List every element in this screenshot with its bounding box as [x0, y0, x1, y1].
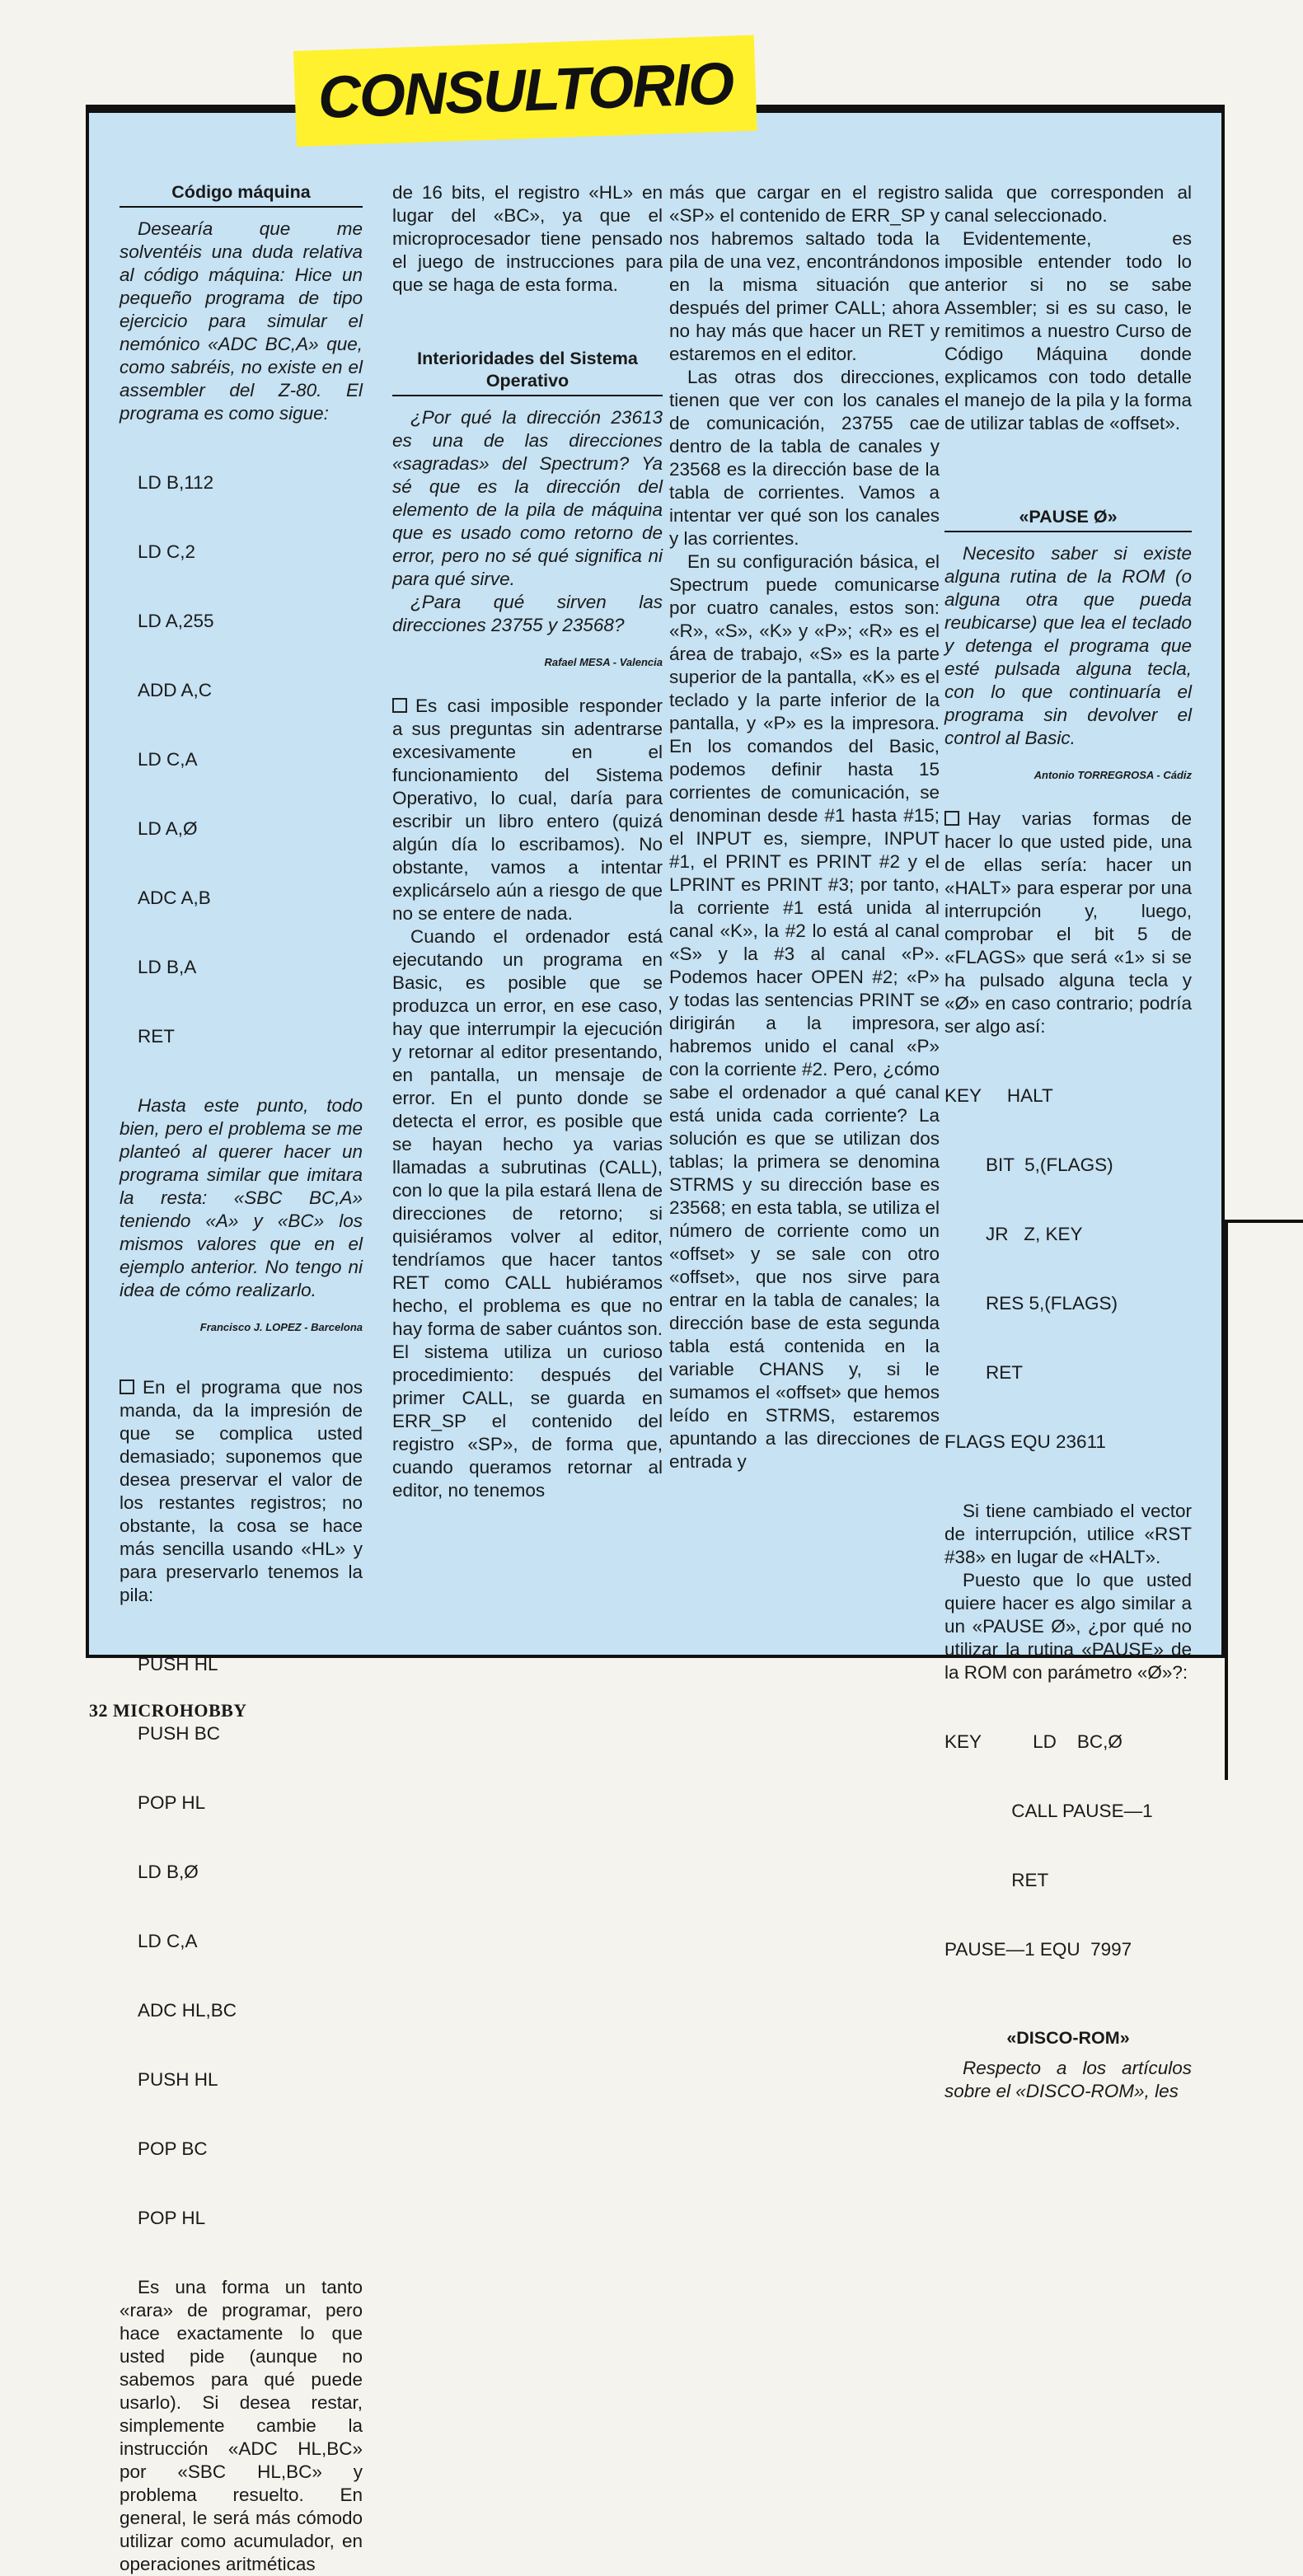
code-line: ADC A,B — [138, 888, 211, 908]
page-footer: 32 MICROHOBBY — [89, 1700, 247, 1721]
code-line: RET — [138, 1026, 175, 1047]
letter-question: Necesito saber si existe alguna rutina de la ROM (o alguna otra que pueda reubicarse) que lea el teclado y detenga el programa que esté pulsada alguna tecla, con lo que continuaría el programa sin devolver el control al Basic. — [944, 543, 1192, 748]
heading-pause: «PAUSE Ø» — [944, 506, 1192, 532]
letter-question-2: ¿Para qué sirven las direcciones 23755 y 23568? — [392, 592, 663, 635]
answer-paragraph: Hay varias formas de hacer lo que usted pide, una de ellas sería: hacer un «HALT» para esperar por una interrupción y, luego, comprobar el bit 5 de «FLAGS» que será «1» si se ha pulsado alguna tecla y «Ø» en caso contrario; podría ser algo así: — [944, 808, 1192, 1037]
code-line: LD C,2 — [138, 541, 196, 562]
code-line: LD C,A — [138, 749, 198, 770]
letter-question-cont: Hasta este punto, todo bien, pero el problema se me planteó al querer hacer un programa similar que imitara la resta: «SBC BC,A» teniendo «A» y «BC» los mismos valores que en el ejemplo anterior. No tengo ni idea de cómo realizarlo. — [120, 1095, 363, 1300]
answer-paragraph-5: Puesto que lo que usted quiere hacer es algo similar a un «PAUSE Ø», ¿por qué no utilizar la rutina «PAUSE» de la ROM con parámetro «Ø»?: — [944, 1570, 1192, 1683]
code-line: PUSH BC — [138, 1723, 221, 1744]
code-line: PUSH HL — [138, 1654, 218, 1674]
code-line: LD B,A — [138, 957, 197, 977]
code-line: PUSH HL — [138, 2069, 218, 2090]
code-line: LD C,A — [138, 1931, 198, 1951]
answer-continuation: salida que corresponden al canal seleccionado. — [944, 182, 1192, 226]
code-line: LD B,112 — [138, 472, 214, 493]
column-3 — [669, 181, 940, 1473]
code-line: KEY LD BC,Ø — [944, 1731, 1123, 1752]
section-title: CONSULTORIO — [293, 35, 757, 147]
answer-paragraph-2: Las otras dos direcciones, tienen que ver con los canales de comunicación, 23755 cae dentro de la tabla de canales y 23568 es la dirección base de la tabla de corrientes. Vamos a intentar ver qué son los canales y las corrientes. — [669, 367, 940, 549]
code-line: KEY HALT — [944, 1085, 1053, 1106]
answer-paragraph: En el programa que nos manda, da la impresión de que se complica usted demasiado; suponemos que desea preservar el valor de los restantes registros; no obstante, la cosa se hace más sencilla usando «HL» y para preservarlo tenemos la pila: — [120, 1377, 363, 1605]
code-listing-1 — [120, 425, 363, 1094]
code-line: CALL PAUSE—1 — [944, 1801, 1153, 1821]
answer-paragraph-4: Si tiene cambiado el vector de interrupción, utilice «RST #38» en lugar de «HALT». — [944, 1501, 1192, 1567]
letter-question: Desearía que me solventéis una duda relativa al código máquina: Hice un pequeño programa de tipo ejercicio para simular el nemónico «ADC BC,A» que, como sabréis, no existe en el assembler del Z-80. El programa es como sigue: — [120, 218, 363, 424]
answer-paragraph-cont: Es una forma un tanto «rara» de programar, pero hace exactamente lo que usted pide (aunque no sabemos para qué puede usarlo). Si desea restar, simplemente cambie la instrucción «ADC HL,BC» por «SBC HL,BC» y problema resuelto. En general, le será más cómodo utilizar como acumulador, en operaciones aritméticas — [120, 2277, 363, 2574]
heading-codigo-maquina: Código máquina — [120, 181, 363, 208]
code-line: ADD A,C — [138, 680, 213, 700]
answer-paragraph-2: Evidentemente, es imposible entender todo lo anterior si no se sabe Assembler; si es su caso, le remitimos a nuestro Curso de Código Máquina donde explicamos con todo detalle el manejo de la pila y la forma de utilizar tablas de «offset». — [944, 228, 1192, 433]
side-bracket-rule — [1225, 1220, 1303, 1223]
answer-paragraph-2: Cuando el ordenador está ejecutando un programa en Basic, es posible que se produzca un error, en ese caso, hay que interrumpir la ejecución y retornar al editor presentando, en pantalla, un mensaje de error. En el punto donde se detecta el error, es posible que se hayan hecho ya varias llamadas a subrutinas (CALL), con lo que la pila estará llena de direcciones de retorno; si quisiéramos volver al editor, tendríamos que hacer tantos RET como CALL hubiéramos hecho, el problema es que no hay forma de saber cuántos son. El sistema utiliza un curioso procedimiento: después del primer CALL, se guarda en ERR_SP el contenido del registro «SP», de forma que, cuando queramos retornar al editor, no tenemos — [392, 926, 663, 1501]
answer-box-icon — [392, 698, 407, 713]
column-2 — [392, 181, 663, 1502]
code-line: ADC HL,BC — [138, 2000, 237, 2021]
column-1 — [120, 181, 363, 2576]
code-line: LD A,Ø — [138, 818, 198, 839]
answer-continuation: más que cargar en el registro «SP» el contenido de ERR_SP y nos habremos saltado toda la pila de una vez, encontrándonos en la misma situación que después del primer CALL; ahora no hay más que hacer un RET y estaremos en el editor. — [669, 182, 940, 364]
code-listing-4 — [944, 1684, 1192, 2007]
answer-box-icon — [120, 1379, 134, 1394]
code-line: PAUSE—1 EQU 7997 — [944, 1939, 1132, 1960]
code-line: POP HL — [138, 2208, 206, 2228]
side-bracket-rule-vertical — [1225, 1220, 1228, 1780]
code-line: RET — [944, 1870, 1049, 1890]
code-line: POP HL — [138, 1792, 206, 1813]
letter-question: ¿Por qué la dirección 23613 es una de las direcciones «sagradas» del Spectrum? Ya sé que es la dirección del elemento de la pila de máquina que es usado como retorno de error, pero no sé qué significa ni para qué sirve. — [392, 407, 663, 589]
column-4 — [944, 181, 1192, 2103]
letter-signature: Rafael MESA - Valencia — [544, 656, 663, 668]
answer-continuation: de 16 bits, el registro «HL» en lugar del «BC», ya que el microprocesador tiene pensado el juego de instrucciones para que se haga de esta forma. — [392, 182, 663, 295]
code-line: LD B,Ø — [138, 1862, 199, 1882]
code-listing-3 — [944, 1038, 1192, 1500]
code-line: LD A,255 — [138, 611, 214, 631]
answer-paragraph-3: En su configuración básica, el Spectrum puede comunicarse por cuatro canales, estos son: «R», «S», «K» y «P»; «R» es el área de trabajo, «S» es la parte superior de la pantalla, «K» es el teclado y la parte inferior de la pantalla, y «P» es la impresora. En los comandos del Basic, podemos definir hasta 15 corrientes de comunicación, se denominan desde #1 hasta #15; el INPUT es, siempre, INPUT #1, el PRINT es PRINT #2 y el LPRINT es PRINT #3; por tanto, la corriente #1 está unida al canal «K», la #2 lo está al canal «S» y la #3 al canal «P». Podemos hacer OPEN #2; «P» y todas las sentencias PRINT se dirigirán a la impresora, habremos unido el canal «P» con la corriente #2. Pero, ¿cómo sabe el ordenador a qué canal está unida cada corriente? La solución es que se utilizan dos tablas; la primera se denomina STRMS y su dirección base es 23568; en esta tabla, se utiliza el número de corriente como un «offset» y se sale con otro «offset», que nos sirve para entrar en la tabla de canales; la dirección base de esta segunda tabla está contenida en la variable CHANS y, si le sumamos el «offset» que hemos leído en STRMS, estaremos apuntando a las direcciones de entrada y — [669, 551, 940, 1472]
answer-paragraph: Es casi imposible responder a sus preguntas sin adentrarse excesivamente en el funcionamiento del Sistema Operativo, lo cual, daría para escribir un libro entero (quizá algún día lo escribamos). No obstante, vamos a intentar explicárselo aún a riesgo de que no se entere de nada. — [392, 696, 663, 924]
code-line: FLAGS EQU 23611 — [944, 1431, 1106, 1452]
heading-disco-rom: «DISCO-ROM» — [1006, 2028, 1130, 2048]
code-line: RET — [944, 1362, 1024, 1383]
code-line: RES 5,(FLAGS) — [944, 1293, 1118, 1314]
code-line: JR Z, KEY — [944, 1224, 1083, 1244]
code-line: POP BC — [138, 2138, 208, 2159]
letter-signature: Antonio TORREGROSA - Cádiz — [1033, 769, 1192, 781]
letter-signature: Francisco J. LOPEZ - Barcelona — [199, 1321, 363, 1333]
code-line: BIT 5,(FLAGS) — [944, 1155, 1113, 1175]
answer-box-icon — [944, 811, 959, 826]
heading-sistema-operativo: Interioridades del Sistema Operativo — [392, 348, 663, 396]
letter-question-2: Respecto a los artículos sobre el «DISCO-ROM», les — [944, 2058, 1192, 2101]
